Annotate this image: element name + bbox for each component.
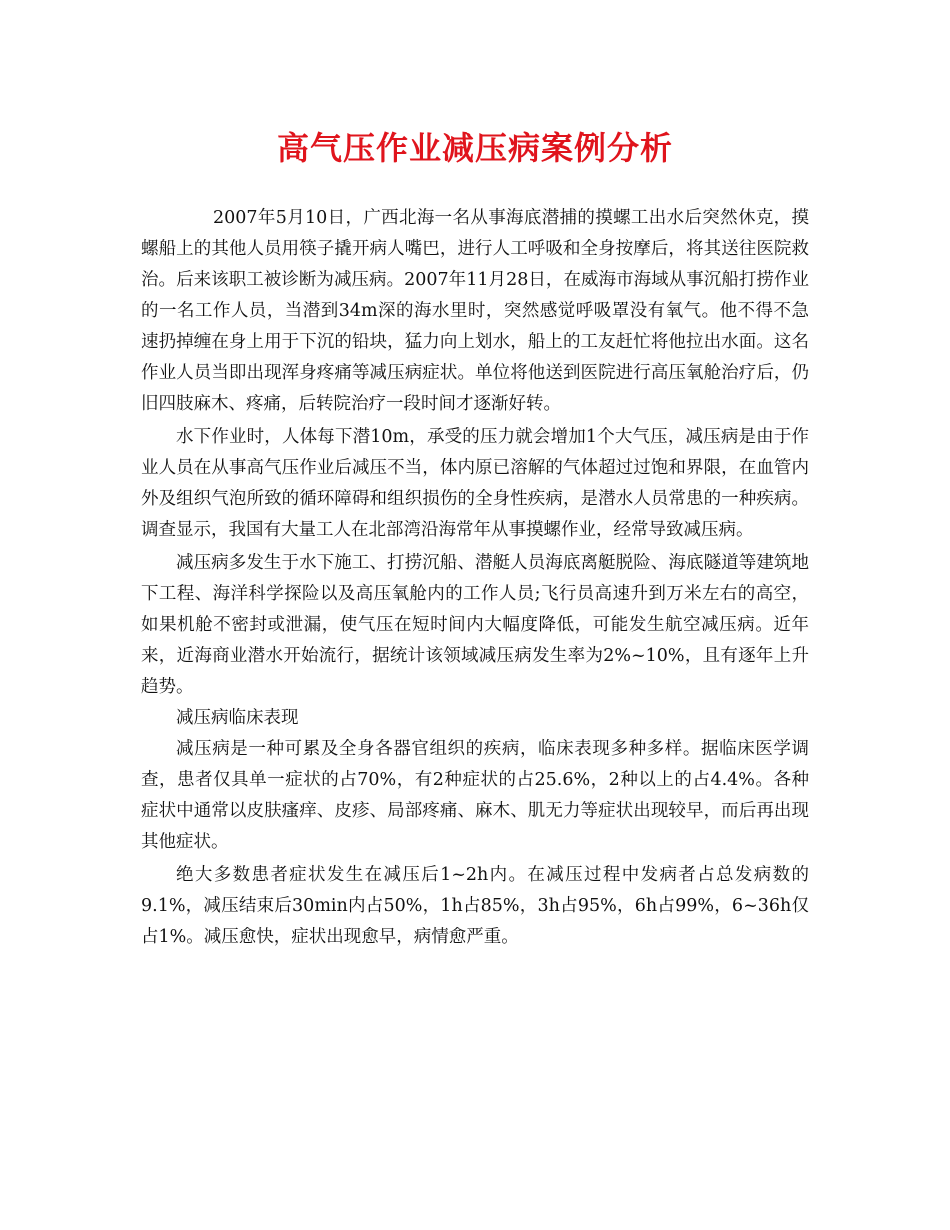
document-title: 高气压作业减压病案例分析 — [276, 129, 673, 167]
paragraph-occurrence: 减压病多发生于水下施工、打捞沉船、潜艇人员海底离艇脱险、海底隧道等建筑地下工程、海洋科学探险以及高压氧舱内的工作人员;飞行员高速升到万米左右的高空，如果机舱不密封或泄漏，使气压在短时间内大幅度降低，可能发生航空减压病。近年来，近海商业潜水开始流行，据统计该领域减压病发生率为2%~10%，且有逐年上升趋势。 — [141, 553, 809, 697]
paragraph-onset-timing: 绝大多数患者症状发生在减压后1~2h内。在减压过程中发病者占总发病数的9.1%，减压结束后30min内占50%，1h占85%，3h占95%，6h占99%，6~36h仅占1%。减压愈快，症状出现愈早，病情愈严重。 — [141, 865, 809, 947]
section-heading: 减压病临床表现 — [176, 708, 299, 728]
paragraph-definition: 水下作业时，人体每下潜10m，承受的压力就会增加1个大气压，减压病是由于作业人员在从事高气压作业后减压不当，体内原已溶解的气体超过过饱和界限，在血管内外及组织气泡所致的循环障碍和组织损伤的全身性疾病，是潜水人员常患的一种疾病。调查显示，我国有大量工人在北部湾沿海常年从事摸螺作业，经常导致减压病。 — [141, 427, 809, 540]
paragraph-case-reports: 2007年5月10日，广西北海一名从事海底潜捕的摸螺工出水后突然休克，摸螺船上的其他人员用筷子撬开病人嘴巴，进行人工呼吸和全身按摩后，将其送往医院救治。后来该职工被诊断为减压病。2007年11月28日，在威海市海域从事沉船打捞作业的一名工作人员，当潜到34m深的海水里时，突然感觉呼吸罩没有氧气。他不得不急速扔掉缠在身上用于下沉的铅块，猛力向上划水，船上的工友赶忙将他拉出水面。这名作业人员当即出现浑身疼痛等减压病症状。单位将他送到医院进行高压氧舱治疗后，仍旧四肢麻木、疼痛，后转院治疗一段时间才逐渐好转。 — [141, 208, 809, 414]
paragraph-clinical-manifestation: 减压病是一种可累及全身各器官组织的疾病，临床表现多种多样。据临床医学调查，患者仅具单一症状的占70%，有2种症状的占25.6%，2种以上的占4.4%。各种症状中通常以皮肤瘙痒、皮疹、局部疼痛、麻木、肌无力等症状出现较早，而后再出现其他症状。 — [141, 739, 809, 852]
document-body — [141, 203, 809, 953]
